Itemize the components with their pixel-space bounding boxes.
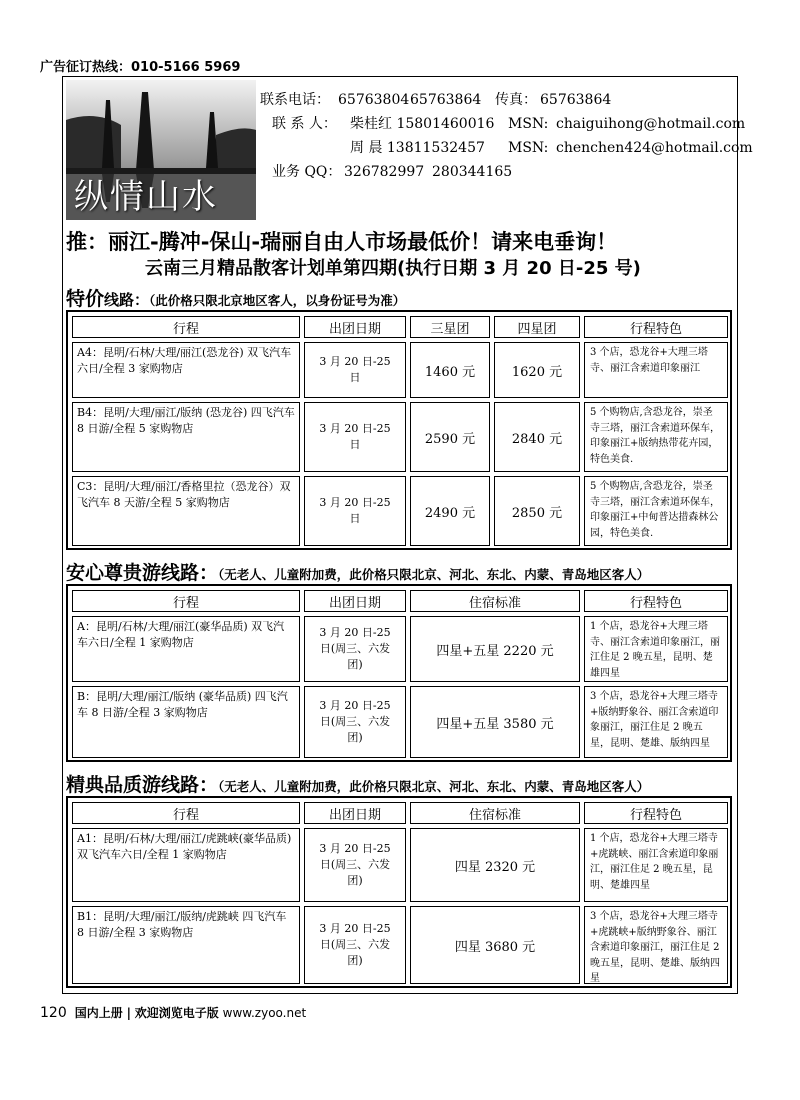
header-3star: 三星团	[410, 316, 490, 338]
header-hotel: 住宿标准	[410, 802, 580, 824]
section-note: （无老人、儿童附加费，此价格只限北京、河北、东北、内蒙、青岛地区客人）	[218, 779, 650, 794]
section-title-classic	[66, 770, 649, 797]
fax-number: 65763864	[540, 92, 612, 108]
table-row-date: 3 月 20 日-25 日(周三、六发团)	[304, 906, 406, 984]
table-row-price: 四星+五星 3580 元	[410, 686, 580, 758]
header-feature: 行程特色	[584, 316, 728, 338]
header-date: 出团日期	[304, 590, 406, 612]
header-route: 行程	[72, 316, 300, 338]
table-row-feature: 5 个购物店,含恐龙谷，崇圣寺三塔，丽江含索道环保车，印象丽江+中甸普达措森林公园，特色美食.	[584, 476, 728, 546]
section-title-main: 安心尊贵游线路：	[66, 562, 219, 584]
page-number: 120	[40, 1005, 67, 1021]
header-date: 出团日期	[304, 802, 406, 824]
msn-label-2: MSN:	[508, 140, 549, 156]
page-footer	[40, 1004, 306, 1021]
table-row-date: 3 月 20 日-25 日(周三、六发团)	[304, 828, 406, 902]
table-row-date: 3 月 20 日-25 日	[304, 476, 406, 546]
msn-address-1: chaiguihong@hotmail.com	[556, 116, 746, 132]
phone-number-2: 65763864	[410, 92, 482, 108]
table-row-price-4star: 2840 元	[494, 402, 580, 472]
qq-number-1: 326782997	[344, 164, 425, 180]
header-4star: 四星团	[494, 316, 580, 338]
table-row-price: 四星 3680 元	[410, 906, 580, 984]
section-title-main: 精典品质游线路：	[66, 774, 219, 796]
classic-routes-table	[66, 796, 732, 988]
section-title-suffix: 线路：	[104, 291, 150, 309]
table-row-price-4star: 2850 元	[494, 476, 580, 546]
table-row-route: B：昆明/大理/丽江/版纳 (豪华品质) 四飞汽车 8 日游/全程 3 家购物店	[72, 686, 300, 758]
table-row-feature: 3 个店，恐龙谷+大理三塔寺、丽江含索道印象丽江	[584, 342, 728, 398]
table-row-date: 3 月 20 日-25 日	[304, 342, 406, 398]
contact-person-1: 柴桂红 15801460016	[350, 116, 495, 132]
website-link[interactable]: www.zyoo.net	[222, 1006, 307, 1020]
special-routes-table	[66, 310, 732, 550]
premium-routes-table	[66, 584, 732, 762]
table-row-feature: 1 个店，恐龙谷+大理三塔寺、丽江含索道印象丽江，丽江住足 2 晚五星，昆明、楚雄四星	[584, 616, 728, 682]
headline: 推：丽江-腾冲-保山-瑞丽自由人市场最低价！请来电垂询！	[66, 230, 618, 254]
contact-person-label: 联 系 人：	[272, 116, 337, 132]
section-title-special	[66, 284, 405, 311]
section-title-premium	[66, 558, 649, 585]
photo-caption: 纵情山水	[74, 177, 218, 217]
table-row-date: 3 月 20 日-25 日(周三、六发团)	[304, 686, 406, 758]
table-row-price: 四星 2320 元	[410, 828, 580, 902]
qq-label: 业务 QQ：	[272, 164, 342, 180]
plan-subtitle: 云南三月精品散客计划单第四期(执行日期 3 月 20 日-25 号)	[145, 258, 641, 279]
phone-label: 联系电话：	[260, 92, 330, 108]
section-title-main: 特价	[66, 288, 105, 310]
footer-slogan: 欢迎浏览电子版	[134, 1006, 219, 1020]
msn-label-1: MSN:	[508, 116, 549, 132]
header-route: 行程	[72, 590, 300, 612]
table-row-route: A：昆明/石林/大理/丽江(豪华品质) 双飞汽车六日/全程 1 家购物店	[72, 616, 300, 682]
table-row-route: B1：昆明/大理/丽江/版纳/虎跳峡 四飞汽车 8 日游/全程 3 家购物店	[72, 906, 300, 984]
section-note: （无老人、儿童附加费，此价格只限北京、河北、东北、内蒙、青岛地区客人）	[218, 567, 650, 582]
table-row-feature: 1 个店，恐龙谷+大理三塔寺+虎跳峡、丽江含索道印象丽江，丽江住足 2 晚五星，昆明、楚雄四星	[584, 828, 728, 902]
phone-number-1: 65763804	[338, 92, 410, 108]
table-row-price-3star: 1460 元	[410, 342, 490, 398]
pagoda-photo	[66, 80, 256, 220]
fax-label: 传真：	[495, 92, 537, 108]
book-name: 国内上册	[74, 1006, 123, 1020]
section-note: （此价格只限北京地区客人，以身份证号为准）	[149, 293, 406, 308]
table-row-route: A4：昆明/石林/大理/丽江(恐龙谷) 双飞汽车六日/全程 3 家购物店	[72, 342, 300, 398]
msn-address-2: chenchen424@hotmail.com	[556, 140, 753, 156]
contact-person-2: 周 晨 13811532457	[350, 140, 485, 156]
header-hotel: 住宿标准	[410, 590, 580, 612]
table-row-date: 3 月 20 日-25 日(周三、六发团)	[304, 616, 406, 682]
table-row-price-3star: 2590 元	[410, 402, 490, 472]
table-row-route: A1：昆明/石林/大理/丽江/虎跳峡(豪华品质) 双飞汽车六日/全程 1 家购物店	[72, 828, 300, 902]
header-route: 行程	[72, 802, 300, 824]
table-row-price: 四星+五星 2220 元	[410, 616, 580, 682]
table-row-price-4star: 1620 元	[494, 342, 580, 398]
header-feature: 行程特色	[584, 590, 728, 612]
table-row-feature: 3 个店，恐龙谷+大理三塔寺+版纳野象谷、丽江含索道印象丽江，丽江住足 2 晚五星，昆明、楚雄、版纳四星	[584, 686, 728, 758]
table-row-price-3star: 2490 元	[410, 476, 490, 546]
ad-hotline: 广告征订热线：010-5166 5969	[40, 60, 241, 75]
header-date: 出团日期	[304, 316, 406, 338]
footer-divider: |	[126, 1006, 131, 1020]
table-row-date: 3 月 20 日-25 日	[304, 402, 406, 472]
table-row-feature: 3 个店，恐龙谷+大理三塔寺+虎跳峡+版纳野象谷、丽江含索道印象丽江，丽江住足 2 晚五星，昆明、楚雄、版纳四星	[584, 906, 728, 984]
qq-number-2: 280344165	[432, 164, 513, 180]
table-row-route: B4：昆明/大理/丽江/版纳 (恐龙谷) 四飞汽车 8 日游/全程 5 家购物店	[72, 402, 300, 472]
table-row-route: C3：昆明/大理/丽江/香格里拉（恐龙谷）双飞汽车 8 天游/全程 5 家购物店	[72, 476, 300, 546]
table-row-feature: 5 个购物店,含恐龙谷，崇圣寺三塔，丽江含索道环保车，印象丽江+版纳热带花卉园，特色美食.	[584, 402, 728, 472]
header-feature: 行程特色	[584, 802, 728, 824]
